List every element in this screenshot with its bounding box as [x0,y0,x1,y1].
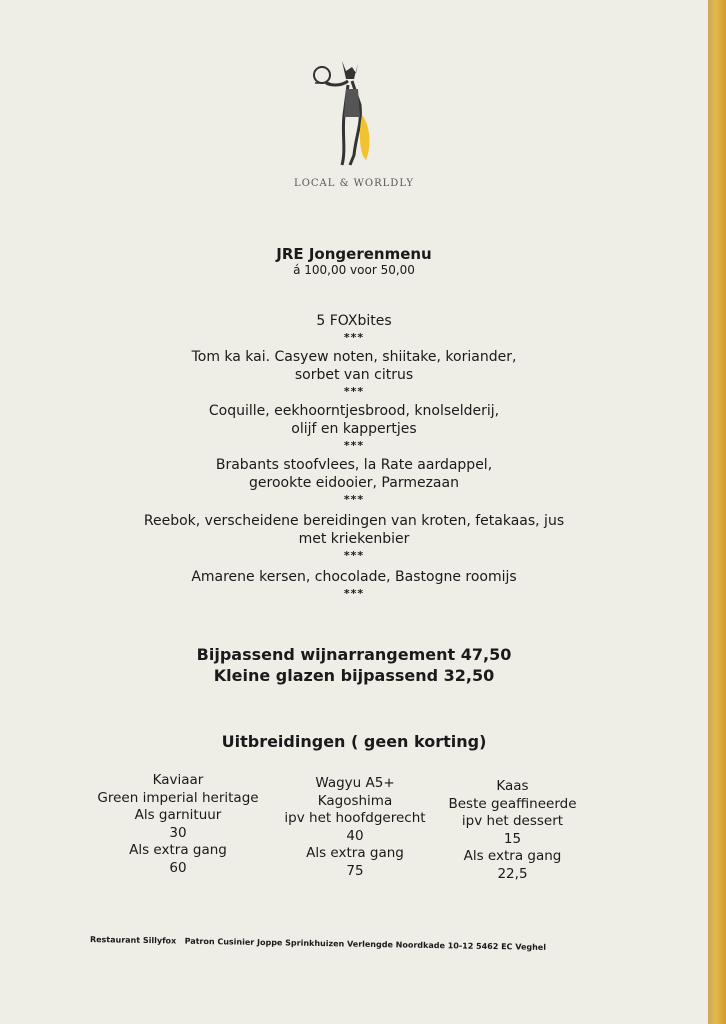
menu-title: JRE Jongerenmenu [276,245,432,263]
course-1 [0,312,708,330]
brand-tagline: LOCAL & WORLDLY [294,178,414,189]
menu-price: á 100,00 voor 50,00 [293,263,415,277]
extensions-title: Uitbreidingen ( geen korting) [221,732,487,751]
separator: *** [343,587,365,600]
course-4 [0,456,708,492]
extension-line: 15 [503,830,522,847]
course-6 [0,568,708,586]
fox-waiter-icon [300,55,410,175]
course-2 [0,348,708,384]
course-line: Brabants stoofvlees, la Rate aardappel, [215,457,493,473]
course-line: gerookte eidooier, Parmezaan [249,475,459,491]
extension-line: 60 [169,859,187,876]
paper-edge [708,0,726,1024]
course-line: 5 FOXbites [316,313,392,329]
extension-line: 30 [169,824,187,841]
extension-line: ipv het hoofdgerecht [284,810,426,826]
extension-line: 75 [346,862,364,879]
course-line: Coquille, eekhoorntjesbrood, knolselderij, [208,403,500,419]
course-line: Reebok, verscheidene bereidingen van kroten, fetakaas, jus [143,513,565,529]
extension-line: ipv het dessert [461,813,564,829]
wine-pairing: Bijpassend wijnarrangement 47,50 [196,645,512,664]
extension-line: Beste geaffineerde [448,795,577,812]
course-line: Tom ka kai. Casyew noten, shiitake, koriander, [191,349,517,365]
wine-small-glasses: Kleine glazen bijpassend 32,50 [213,666,495,685]
footer-restaurant: Restaurant Sillyfox [89,935,177,946]
separator: *** [343,493,365,506]
separator: *** [343,549,365,562]
extension-line: 22,5 [497,865,528,882]
extension-cheese [430,778,595,883]
course-line: olijf en kappertjes [291,421,417,437]
extension-caviar [88,772,268,877]
separator: *** [343,385,365,398]
footer-details: Patron Cusinier Joppe Sprinkhuizen Verlengde Noordkade 10-12 5462 EC Veghel [184,936,547,952]
extension-line: Kaviaar [152,772,204,788]
extension-line: Als extra gang [463,848,562,864]
separator: *** [343,331,365,344]
extension-line: Als extra gang [129,842,227,858]
extension-line: Kagoshima [317,792,393,809]
extension-line: Als extra gang [306,845,404,861]
extension-line: Als garnituur [134,807,222,823]
extension-line: 40 [346,827,364,844]
course-line: Amarene kersen, chocolade, Bastogne roomijs [191,569,517,585]
extension-line: Kaas [496,778,529,794]
separator: *** [343,439,365,452]
course-5 [0,512,708,548]
extension-line: Green imperial heritage [97,789,259,806]
extension-wagyu [270,775,440,880]
extension-line: Wagyu A5+ [315,775,395,791]
course-3 [0,402,708,438]
course-line: met kriekenbier [298,531,410,547]
course-line: sorbet van citrus [294,367,414,383]
